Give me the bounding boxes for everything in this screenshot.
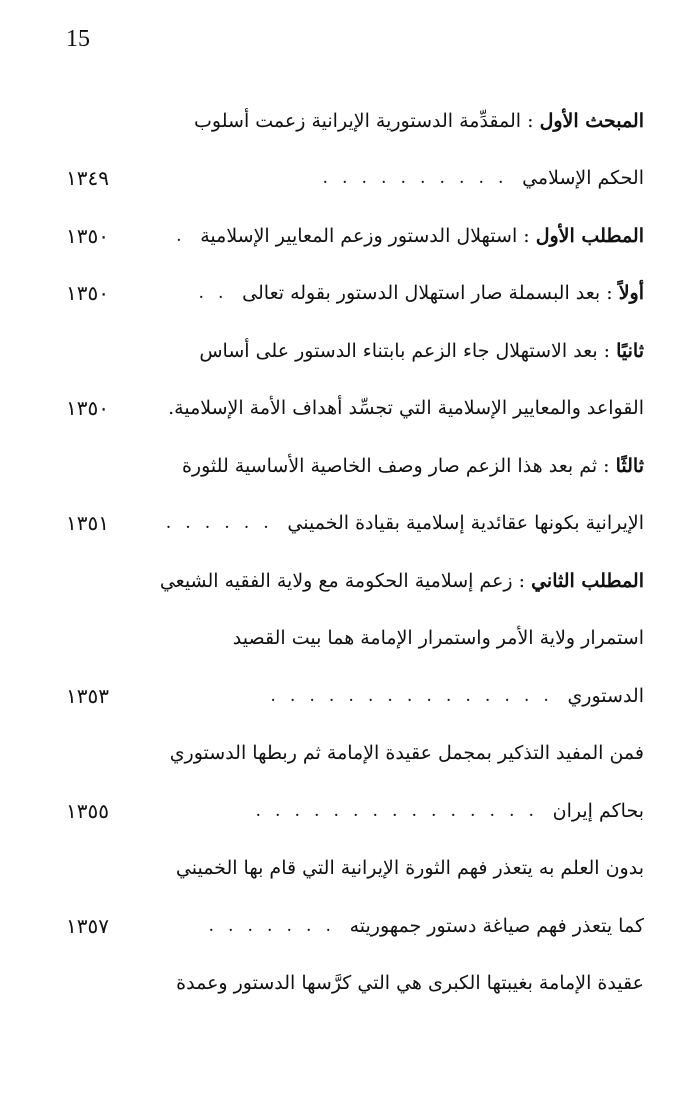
toc-page-number: ١٣٤٩ [66,166,109,191]
toc-entry-text: فمن المفيد التذكير بمجمل عقيدة الإمامة ثم ربطها الدستوري [169,742,644,765]
toc-entry-text: المبحث الأول : المقدِّمة الدستورية الإيرانية زعمت أسلوب [194,109,644,132]
leader-dots: . . [198,282,229,304]
toc-line [66,610,644,668]
toc-entry-text: الحكم الإسلامي [522,167,644,190]
toc-line [66,552,644,610]
leader-dots: . . . . . . . . . . . . . . . [255,799,539,821]
toc-line [66,150,644,208]
toc-line [66,207,644,265]
toc-line [66,840,644,898]
toc-line [66,667,644,725]
toc-line [66,495,644,553]
toc-line [66,322,644,380]
toc-page-number: ١٣٥٣ [66,683,109,708]
toc-line [66,897,644,955]
page-number: 15 [66,26,90,52]
table-of-contents [66,92,644,1012]
toc-entry-text: المطلب الأول : استهلال الدستور وزعم المعايير الإسلامية [200,224,644,247]
toc-line [66,265,644,323]
toc-entry-text: عقيدة الإمامة بغيبتها الكبرى هي التي كرَّسها الدستور وعمدة [176,972,644,995]
toc-page-number: ١٣٥٥ [66,798,109,823]
toc-entry-text: استمرار ولاية الأمر واستمرار الإمامة هما بيت القصيد [232,627,644,650]
toc-page-number: ١٣٥٧ [66,913,109,938]
toc-line [66,955,644,1013]
toc-page-number: ١٣٥٠ [66,396,109,421]
toc-entry-text: الدستوري [567,684,644,707]
toc-entry-text: كما يتعذر فهم صياغة دستور جمهوريته [349,914,644,937]
toc-line [66,782,644,840]
leader-dots: . [176,224,187,246]
toc-entry-text: بدون العلم به يتعذر فهم الثورة الإيرانية التي قام بها الخميني [175,857,644,880]
toc-entry-text: ثانيًا : بعد الاستهلال جاء الزعم بابتناء الدستور على أساس [199,339,644,362]
toc-line [66,437,644,495]
toc-entry-text: أولاً : بعد البسملة صار استهلال الدستور بقوله تعالى [242,282,644,305]
toc-line [66,380,644,438]
leader-dots: . . . . . . . . . . . . . . . [270,684,554,706]
toc-page-number: ١٣٥٠ [66,223,109,248]
toc-entry-text: المطلب الثاني : زعم إسلامية الحكومة مع ولاية الفقيه الشيعي [159,569,644,592]
leader-dots: . . . . . . . [208,914,336,936]
toc-entry-text: ثالثًا : ثم بعد هذا الزعم صار وصف الخاصية الأساسية للثورة [181,454,644,477]
toc-entry-text: القواعد والمعايير الإسلامية التي تجسِّد أهداف الأمة الإسلامية. [168,397,644,420]
toc-page-number: ١٣٥٠ [66,281,109,306]
toc-entry-text: بحاكم إيران [552,799,644,822]
toc-entry-text: الإيرانية بكونها عقائدية إسلامية بقيادة الخميني [287,512,644,535]
toc-line [66,725,644,783]
leader-dots: . . . . . . . . . . [322,167,509,189]
leader-dots: . . . . . . [166,512,274,534]
toc-page-number: ١٣٥١ [66,511,109,536]
toc-line [66,92,644,150]
